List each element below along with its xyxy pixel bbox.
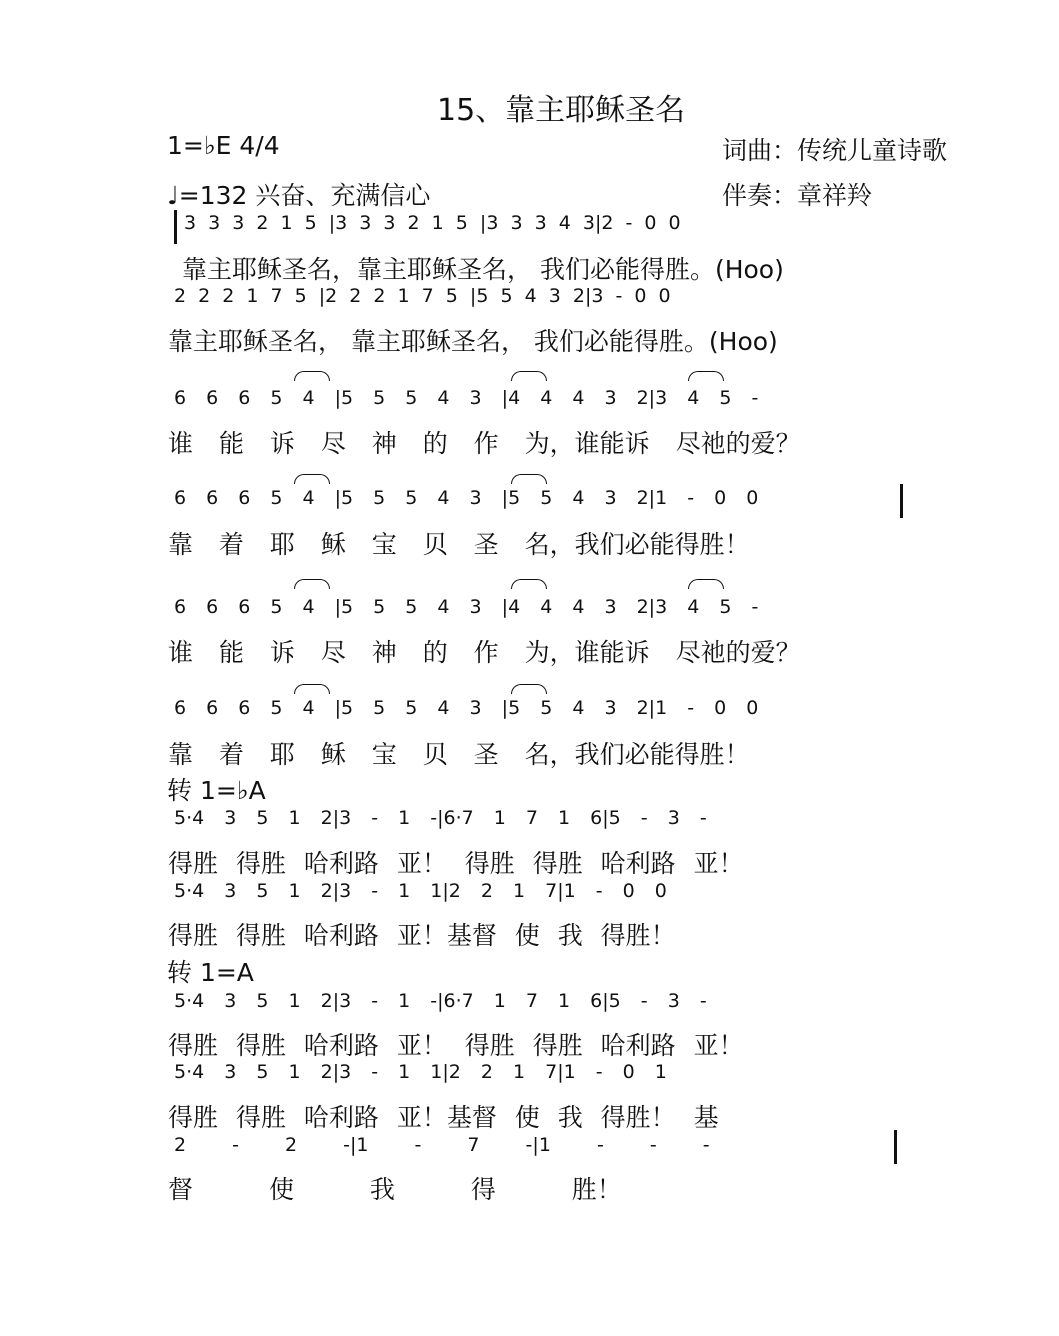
final-barline: [894, 1130, 897, 1164]
modulation-label-1: 转 1=♭A: [167, 776, 266, 805]
slur: [294, 579, 330, 589]
accompaniment-credit: 伴奏：章祥羚: [722, 181, 873, 210]
notation-line-5: 6 6 6 5 4 |5 5 5 4 3 |4 4 4 3 2|3 4 5 -: [174, 596, 759, 618]
notation-line-3: 6 6 6 5 4 |5 5 5 4 3 |4 4 4 3 2|3 4 5 -: [174, 387, 759, 409]
notation-line-7: 5·4 3 5 1 2|3 - 1 -|6·7 1 7 1 6|5 - 3 -: [174, 807, 707, 829]
tempo-marking: ♩=132 兴奋、充满信心: [167, 181, 431, 210]
notation-line-8: 5·4 3 5 1 2|3 - 1 1|2 2 1 7|1 - 0 0: [174, 880, 667, 902]
lyrics-line-10: 得胜 得胜 哈利路 亚！基督 使 我 得胜！ 基: [168, 1103, 719, 1132]
slur: [511, 684, 547, 694]
lyrics-line-3: 谁 能 诉 尽 神 的 作 为，谁能诉 尽祂的爱？: [168, 429, 801, 458]
slur: [294, 684, 330, 694]
notation-line-1: 3 3 3 2 1 5 |3 3 3 2 1 5 |3 3 3 4 3|2 - 0 0: [184, 212, 681, 234]
lyrics-line-7: 得胜 得胜 哈利路 亚！ 得胜 得胜 哈利路 亚！: [168, 849, 744, 878]
repeat-start-barline: [174, 210, 177, 244]
slur: [294, 371, 330, 381]
slur: [294, 474, 330, 484]
lyrics-line-9: 得胜 得胜 哈利路 亚！ 得胜 得胜 哈利路 亚！: [168, 1031, 744, 1060]
notation-line-9: 5·4 3 5 1 2|3 - 1 -|6·7 1 7 1 6|5 - 3 -: [174, 990, 707, 1012]
notation-line-6: 6 6 6 5 4 |5 5 5 4 3 |5 5 4 3 2|1 - 0 0: [174, 697, 759, 719]
notation-line-2: 2 2 2 1 7 5 |2 2 2 1 7 5 |5 5 4 3 2|3 - 0 0: [174, 285, 671, 307]
lyrics-line-4: 靠 着 耶 稣 宝 贝 圣 名，我们必能得胜！: [168, 530, 750, 559]
lyrics-line-8: 得胜 得胜 哈利路 亚！基督 使 我 得胜！: [168, 921, 676, 950]
slur: [511, 579, 547, 589]
notation-line-11: 2 - 2 -|1 - 7 -|1 - - -: [174, 1134, 710, 1156]
slur: [511, 474, 547, 484]
slur: [511, 371, 547, 381]
slur: [688, 579, 724, 589]
slur: [688, 371, 724, 381]
lyrics-line-1: 靠主耶稣圣名，靠主耶稣圣名， 我们必能得胜。(Hoo): [182, 255, 784, 284]
lyrics-line-2: 靠主耶稣圣名， 靠主耶稣圣名， 我们必能得胜。(Hoo): [168, 327, 778, 356]
notation-line-10: 5·4 3 5 1 2|3 - 1 1|2 2 1 7|1 - 0 1: [174, 1061, 667, 1083]
lyrics-line-11: 督 使 我 得 胜！: [168, 1175, 622, 1204]
modulation-label-2: 转 1=A: [167, 958, 254, 987]
notation-line-4: 6 6 6 5 4 |5 5 5 4 3 |5 5 4 3 2|1 - 0 0: [174, 487, 759, 509]
words-credit: 词曲：传统儿童诗歌: [722, 136, 948, 165]
lyrics-line-5: 谁 能 诉 尽 神 的 作 为，谁能诉 尽祂的爱？: [168, 638, 801, 667]
song-title: 15、靠主耶稣圣名: [437, 93, 686, 128]
lyrics-line-6: 靠 着 耶 稣 宝 贝 圣 名，我们必能得胜！: [168, 740, 750, 769]
key-signature: 1=♭E 4/4: [167, 131, 280, 160]
repeat-end-barline: [900, 484, 903, 518]
